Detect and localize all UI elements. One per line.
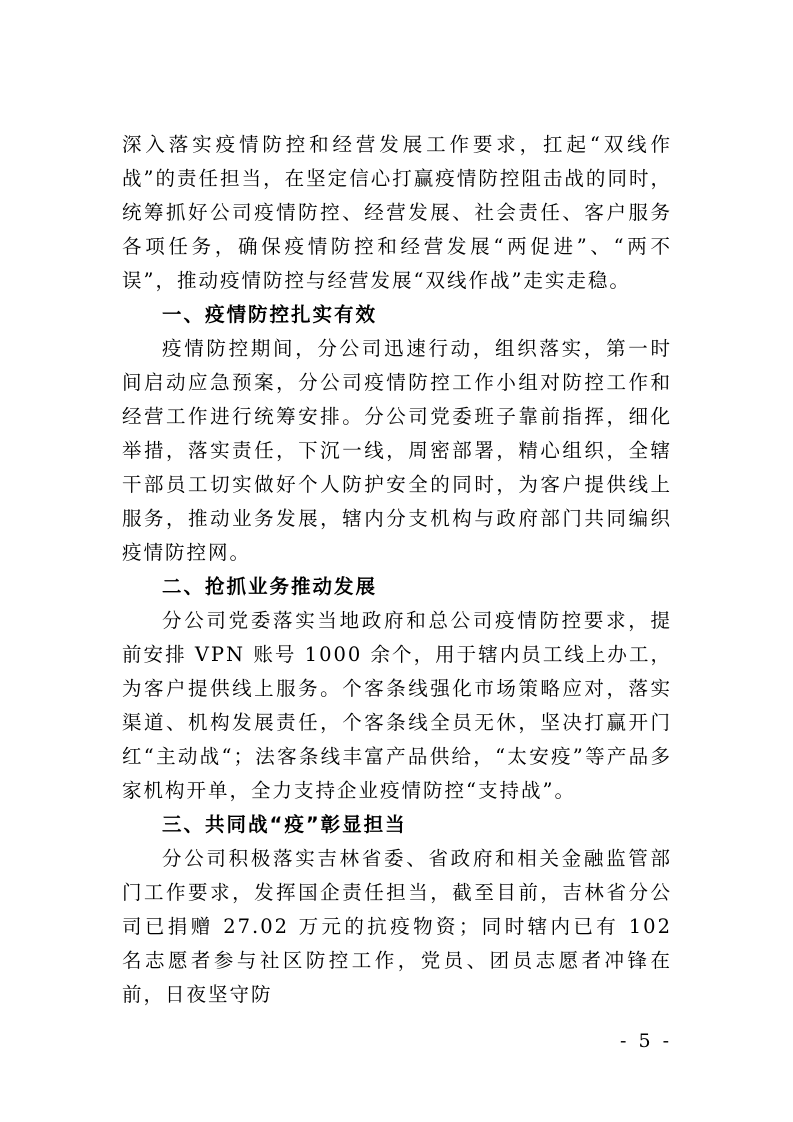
document-body: [122, 128, 672, 1012]
section-3-body: 分公司积极落实吉林省委、省政府和相关金融监管部门工作要求，发挥国企责任担当，截至目前，吉林省分公司已捐赠 27.02 万元的抗疫物资；同时辖内已有 102 名志愿者参与社区防控工作，党员、团员志愿者冲锋在前，日夜坚守防: [122, 847, 672, 1006]
section-1-heading: 一、疫情防控扎实有效: [162, 303, 378, 326]
section-3-heading: 三、共同战“疫”彰显担当: [162, 813, 407, 836]
section-2-heading: 二、抢抓业务推动发展: [162, 575, 378, 598]
intro-paragraph: 深入落实疫情防控和经营发展工作要求，扛起“双线作战”的责任担当，在坚定信心打赢疫情防控阻击战的同时，统筹抓好公司疫情防控、经营发展、社会责任、客户服务各项任务，确保疫情防控和经营发展“两促进”、“两不误”，推动疫情防控与经营发展“双线作战”走实走稳。: [122, 133, 672, 292]
section-1-body: 疫情防控期间，分公司迅速行动，组织落实，第一时间启动应急预案，分公司疫情防控工作小组对防控工作和经营工作进行统筹安排。分公司党委班子靠前指挥，细化举措，落实责任，下沉一线，周密部署，精心组织，全辖干部员工切实做好个人防护安全的同时，为客户提供线上服务，推动业务发展，辖内分支机构与政府部门共同编织疫情防控网。: [122, 337, 672, 564]
section-2-body: 分公司党委落实当地政府和总公司疫情防控要求，提前安排 VPN 账号 1000 余个，用于辖内员工线上办工，为客户提供线上服务。个客条线强化市场策略应对，落实渠道、机构发展责任，个客条线全员无休，坚决打赢开门红“主动战“；法客条线丰富产品供给，“太安疫”等产品多家机构开单，全力支持企业疫情防控“支持战”。: [122, 609, 672, 802]
page-number: - 5 -: [620, 1030, 673, 1052]
